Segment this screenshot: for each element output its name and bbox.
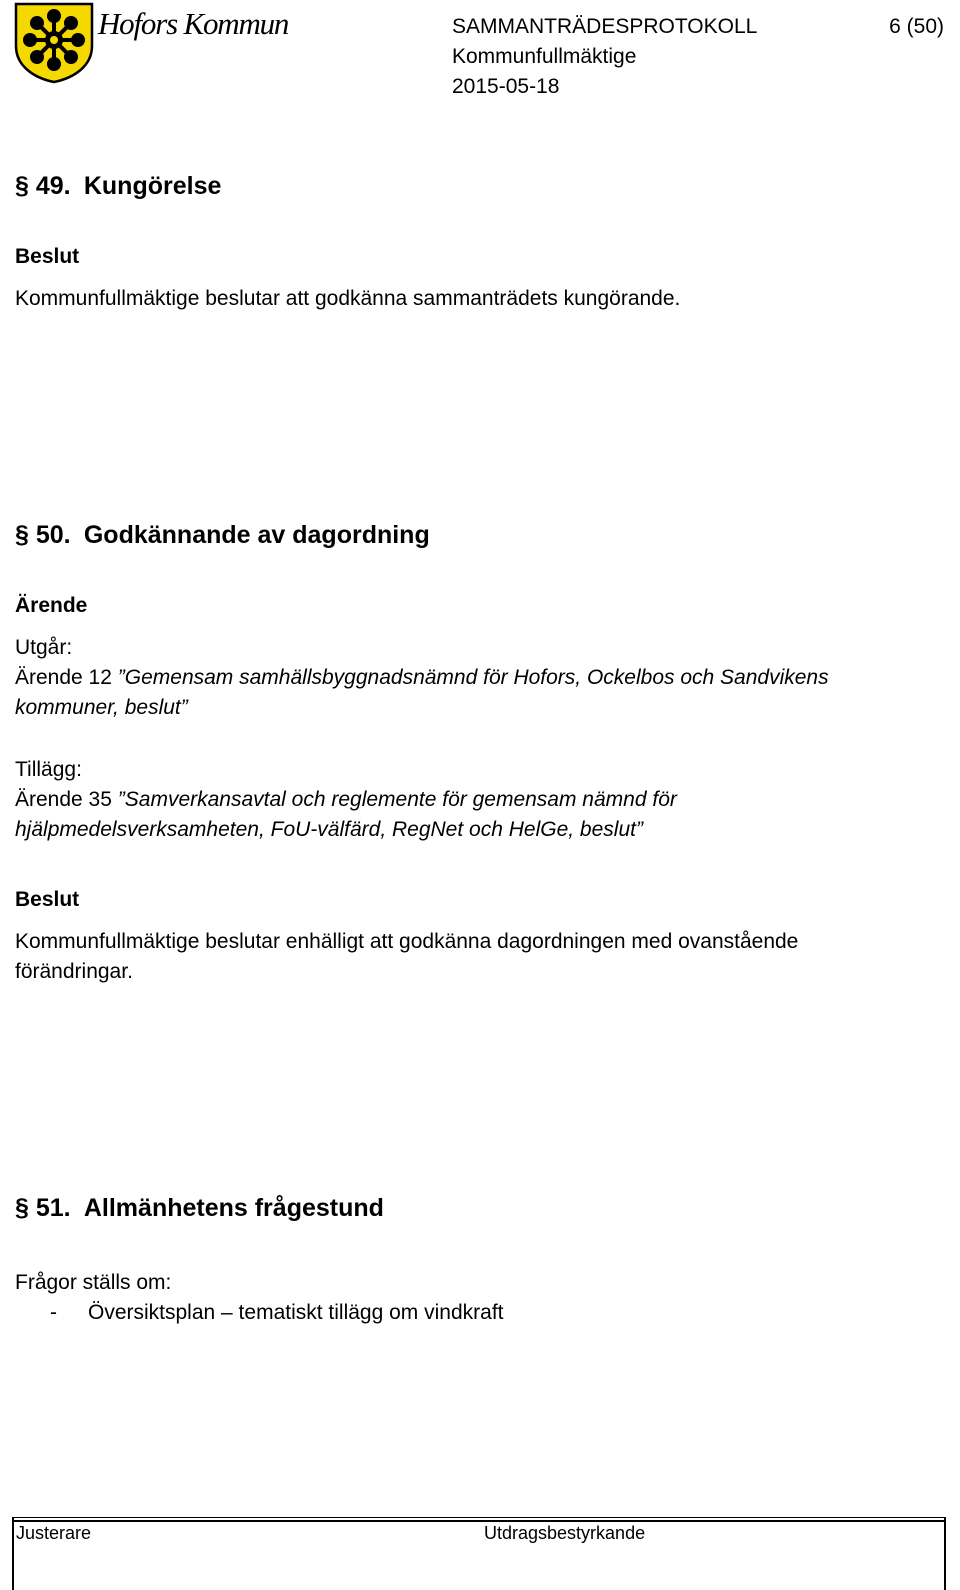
section-heading-49	[15, 172, 221, 201]
meeting-date: 2015-05-18	[452, 75, 560, 98]
footer-border-left	[12, 1517, 14, 1590]
utgar-line-1	[15, 666, 829, 690]
beslut-text: Kommunfullmäktige beslutar att godkänna sammanträdets kungörande.	[15, 287, 681, 310]
justerare-label: Justerare	[16, 1523, 92, 1543]
section-symbol: §	[15, 1194, 29, 1222]
section-symbol: §	[15, 172, 29, 200]
list-item-text: Översiktsplan – tematiskt tillägg om vindkraft	[88, 1301, 504, 1324]
beslut-heading: Beslut	[15, 888, 80, 911]
list-dash: -	[50, 1301, 57, 1324]
utgar-line-2: kommuner, beslut”	[15, 696, 188, 719]
section-title: Allmänhetens frågestund	[83, 1194, 384, 1222]
beslut-heading: Beslut	[15, 245, 80, 268]
document-title: SAMMANTRÄDESPROTOKOLL	[452, 15, 758, 38]
tillagg-prefix: Ärende 35	[15, 788, 112, 811]
footer-border-top	[12, 1517, 946, 1518]
tillagg-item-title: ”Samverkansavtal och reglemente för gemensam nämnd för	[117, 788, 677, 811]
footer-border-right	[944, 1517, 946, 1590]
tillagg-label: Tillägg:	[15, 758, 82, 781]
utgar-prefix: Ärende 12	[15, 666, 112, 689]
section-heading-51	[15, 1194, 384, 1223]
page-number: 6 (50)	[889, 15, 944, 38]
section-number: 49.	[35, 172, 71, 200]
utdragsbestyrkande-label: Utdragsbestyrkande	[484, 1523, 646, 1543]
list-item	[50, 1301, 504, 1325]
section-number: 50.	[35, 521, 71, 549]
beslut-text-line-1: Kommunfullmäktige beslutar enhälligt att godkänna dagordningen med ovanstående	[15, 930, 799, 953]
section-number: 51.	[35, 1194, 71, 1222]
section-symbol: §	[15, 521, 29, 549]
utgar-label: Utgår:	[15, 636, 73, 659]
tillagg-line-1	[15, 788, 677, 812]
section-title: Kungörelse	[83, 172, 222, 200]
footer-border-inner	[12, 1520, 946, 1522]
beslut-text-line-2: förändringar.	[15, 960, 133, 983]
fragor-label: Frågor ställs om:	[15, 1271, 172, 1294]
tillagg-line-2: hjälpmedelsverksamheten, FoU-välfärd, RegNet och HelGe, beslut”	[15, 818, 643, 841]
hofors-coat-of-arms-logo	[14, 2, 94, 84]
arende-heading: Ärende	[15, 594, 88, 617]
organ-name: Kommunfullmäktige	[452, 45, 637, 68]
logo-wordmark: Hofors Kommun	[98, 6, 289, 41]
utgar-item-title: ”Gemensam samhällsbyggnadsnämnd för Hofors, Ockelbos och Sandvikens	[117, 666, 829, 689]
section-heading-50	[15, 521, 430, 550]
section-title: Godkännande av dagordning	[83, 521, 430, 549]
